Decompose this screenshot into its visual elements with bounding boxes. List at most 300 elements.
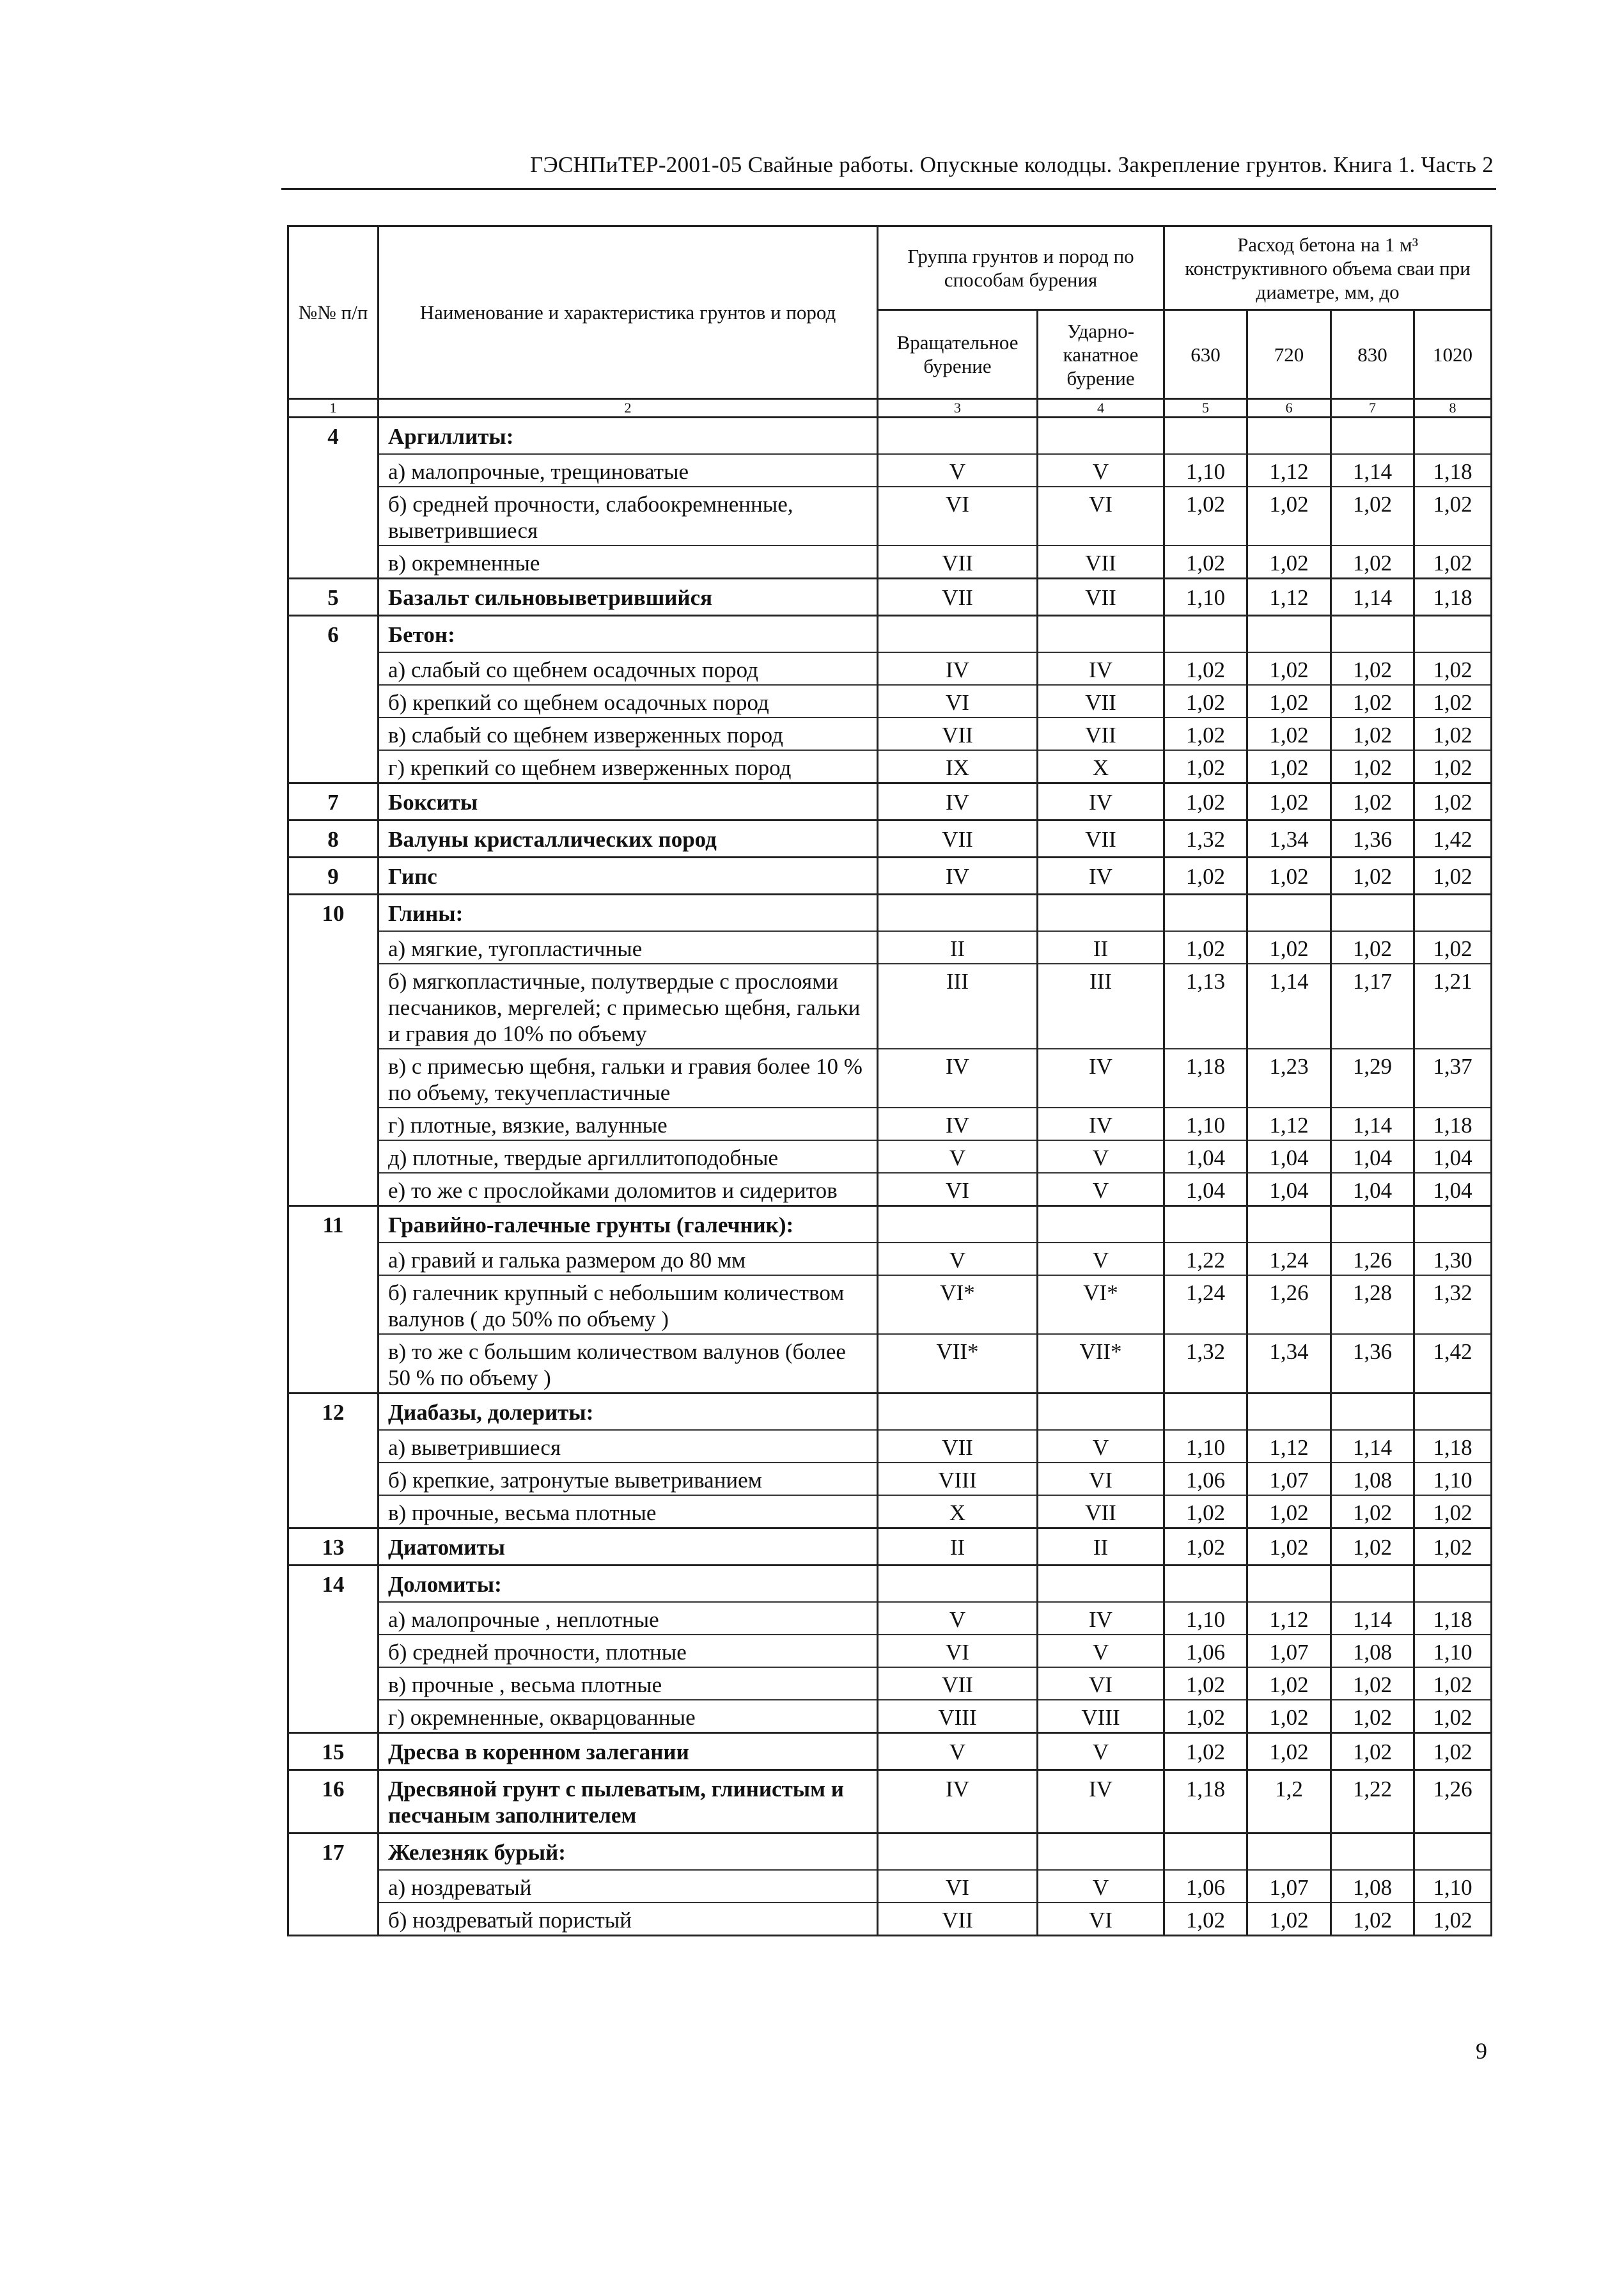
value-1020: 1,18 (1414, 1602, 1492, 1635)
row-number (288, 1108, 379, 1140)
soil-name: Доломиты: (379, 1566, 878, 1603)
value-1020: 1,02 (1414, 931, 1492, 964)
table-row (288, 487, 1492, 546)
row-number: 12 (288, 1394, 379, 1431)
row-number (288, 1602, 379, 1635)
value-630: 1,10 (1164, 579, 1247, 616)
value-720: 1,12 (1247, 1430, 1331, 1463)
row-number: 15 (288, 1733, 379, 1770)
header-num: №№ п/п (288, 226, 379, 399)
value-720: 1,24 (1247, 1243, 1331, 1275)
group-rotary (878, 1566, 1038, 1603)
group-percussion: VI (1038, 1903, 1164, 1936)
group-rotary: IV (878, 783, 1038, 820)
value-830: 1,02 (1331, 1495, 1414, 1528)
row-number (288, 1667, 379, 1700)
row-number (288, 454, 379, 487)
row-number: 5 (288, 579, 379, 616)
group-percussion (1038, 1394, 1164, 1431)
value-1020: 1,18 (1414, 454, 1492, 487)
value-1020: 1,10 (1414, 1870, 1492, 1903)
table-row-group (288, 1566, 1492, 1603)
group-rotary: VI (878, 685, 1038, 718)
value-1020: 1,02 (1414, 718, 1492, 750)
group-percussion: X (1038, 750, 1164, 783)
value-720: 1,34 (1247, 1334, 1331, 1394)
row-number (288, 718, 379, 750)
soil-name: Дресвяной грунт с пылеватым, глинистым и песчаным заполнителем (379, 1770, 878, 1833)
value-630 (1164, 616, 1247, 653)
value-630: 1,02 (1164, 546, 1247, 579)
group-percussion: V (1038, 1635, 1164, 1667)
value-720 (1247, 1566, 1331, 1603)
soil-name: Базальт сильновыветрившийся (379, 579, 878, 616)
row-number: 7 (288, 783, 379, 820)
value-1020: 1,18 (1414, 1108, 1492, 1140)
column-index-row (288, 399, 1492, 418)
group-rotary: V (878, 1602, 1038, 1635)
value-630: 1,22 (1164, 1243, 1247, 1275)
table-row (288, 1275, 1492, 1334)
column-index: 8 (1414, 399, 1492, 418)
group-percussion: IV (1038, 652, 1164, 685)
group-rotary: VI (878, 487, 1038, 546)
table-body (288, 418, 1492, 1936)
value-720: 1,12 (1247, 454, 1331, 487)
row-number (288, 1140, 379, 1173)
soil-name: а) выветрившиеся (379, 1430, 878, 1463)
table-row-group (288, 1733, 1492, 1770)
value-720: 1,07 (1247, 1635, 1331, 1667)
value-630: 1,02 (1164, 1667, 1247, 1700)
value-1020: 1,02 (1414, 783, 1492, 820)
group-rotary: VII* (878, 1334, 1038, 1394)
value-1020: 1,02 (1414, 1733, 1492, 1770)
soil-name: Валуны кристаллических пород (379, 820, 878, 858)
soil-name: Аргиллиты: (379, 418, 878, 455)
group-rotary: IV (878, 1108, 1038, 1140)
group-percussion: VII (1038, 820, 1164, 858)
value-830: 1,17 (1331, 964, 1414, 1049)
value-720 (1247, 616, 1331, 653)
row-number: 6 (288, 616, 379, 653)
group-percussion: VII* (1038, 1334, 1164, 1394)
value-830: 1,02 (1331, 1733, 1414, 1770)
value-830: 1,04 (1331, 1173, 1414, 1206)
group-rotary: VI* (878, 1275, 1038, 1334)
table-row (288, 1667, 1492, 1700)
soil-name: б) крепкий со щебнем осадочных пород (379, 685, 878, 718)
soil-name: Глины: (379, 895, 878, 932)
group-rotary: VII (878, 1430, 1038, 1463)
group-percussion: IV (1038, 1770, 1164, 1833)
soil-name: Бокситы (379, 783, 878, 820)
value-830 (1331, 1206, 1414, 1243)
group-percussion: II (1038, 1528, 1164, 1566)
value-720: 1,02 (1247, 858, 1331, 895)
soil-name: г) окремненные, окварцованные (379, 1700, 878, 1733)
value-630: 1,18 (1164, 1049, 1247, 1108)
value-830: 1,26 (1331, 1243, 1414, 1275)
value-720: 1,02 (1247, 487, 1331, 546)
header-consumption: Расход бетона на 1 м³ конструктивного объема сваи при диаметре, мм, до (1164, 226, 1492, 310)
value-830: 1,02 (1331, 1700, 1414, 1733)
row-number: 4 (288, 418, 379, 455)
row-number (288, 487, 379, 546)
value-630: 1,02 (1164, 931, 1247, 964)
soil-name: а) ноздреватый (379, 1870, 878, 1903)
group-percussion: VI (1038, 487, 1164, 546)
header-percussion: Ударно-канатное бурение (1038, 310, 1164, 399)
soil-name: а) мягкие, тугопластичные (379, 931, 878, 964)
value-830: 1,36 (1331, 1334, 1414, 1394)
group-rotary: IX (878, 750, 1038, 783)
soil-name: в) окремненные (379, 546, 878, 579)
row-number (288, 546, 379, 579)
row-number (288, 1049, 379, 1108)
value-630: 1,02 (1164, 1733, 1247, 1770)
table-row (288, 1108, 1492, 1140)
table-row (288, 685, 1492, 718)
group-rotary: II (878, 931, 1038, 964)
value-830 (1331, 895, 1414, 932)
table-row (288, 931, 1492, 964)
value-830: 1,02 (1331, 1528, 1414, 1566)
group-rotary: VII (878, 820, 1038, 858)
value-630 (1164, 418, 1247, 455)
value-720: 1,12 (1247, 1602, 1331, 1635)
value-630: 1,10 (1164, 1108, 1247, 1140)
value-720: 1,12 (1247, 579, 1331, 616)
row-number (288, 931, 379, 964)
concrete-consumption-table (287, 225, 1492, 1936)
value-630: 1,02 (1164, 750, 1247, 783)
value-1020: 1,02 (1414, 546, 1492, 579)
value-720: 1,04 (1247, 1140, 1331, 1173)
value-830: 1,02 (1331, 652, 1414, 685)
value-630: 1,02 (1164, 1903, 1247, 1936)
table-row (288, 1635, 1492, 1667)
table-row-group (288, 1770, 1492, 1833)
table-row (288, 652, 1492, 685)
value-1020: 1,02 (1414, 1903, 1492, 1936)
table-row-group (288, 895, 1492, 932)
row-number (288, 964, 379, 1049)
group-percussion: IV (1038, 1108, 1164, 1140)
soil-name: а) малопрочные , неплотные (379, 1602, 878, 1635)
table-row (288, 718, 1492, 750)
row-number (288, 1275, 379, 1334)
value-630: 1,13 (1164, 964, 1247, 1049)
value-1020: 1,10 (1414, 1635, 1492, 1667)
table-row-group (288, 820, 1492, 858)
group-percussion: V (1038, 1733, 1164, 1770)
table-row (288, 1495, 1492, 1528)
group-percussion (1038, 1206, 1164, 1243)
header-group: Группа грунтов и пород по способам бурения (878, 226, 1164, 310)
group-percussion: V (1038, 1173, 1164, 1206)
group-rotary (878, 616, 1038, 653)
group-percussion: IV (1038, 1049, 1164, 1108)
group-percussion: V (1038, 1140, 1164, 1173)
soil-name: а) слабый со щебнем осадочных пород (379, 652, 878, 685)
row-number: 10 (288, 895, 379, 932)
row-number: 17 (288, 1833, 379, 1871)
value-1020: 1,26 (1414, 1770, 1492, 1833)
value-1020: 1,04 (1414, 1140, 1492, 1173)
group-rotary: VI (878, 1173, 1038, 1206)
table-row (288, 1870, 1492, 1903)
soil-name: Бетон: (379, 616, 878, 653)
row-number: 8 (288, 820, 379, 858)
group-rotary: VII (878, 718, 1038, 750)
value-630: 1,32 (1164, 1334, 1247, 1394)
row-number: 16 (288, 1770, 379, 1833)
page-header (281, 152, 1496, 190)
group-percussion: IV (1038, 783, 1164, 820)
value-720: 1,12 (1247, 1108, 1331, 1140)
value-630: 1,04 (1164, 1173, 1247, 1206)
value-720: 1,04 (1247, 1173, 1331, 1206)
group-percussion (1038, 1566, 1164, 1603)
soil-name: в) то же с большим количеством валунов (более 50 % по объему ) (379, 1334, 878, 1394)
value-720: 1,02 (1247, 1528, 1331, 1566)
value-630: 1,18 (1164, 1770, 1247, 1833)
soil-name: в) с примесью щебня, гальки и гравия более 10 % по объему, текучепластичные (379, 1049, 878, 1108)
value-630: 1,10 (1164, 454, 1247, 487)
value-1020 (1414, 616, 1492, 653)
value-630: 1,32 (1164, 820, 1247, 858)
table-row (288, 750, 1492, 783)
value-830: 1,29 (1331, 1049, 1414, 1108)
table-row-group (288, 418, 1492, 455)
value-830: 1,02 (1331, 750, 1414, 783)
header-d1020: 1020 (1414, 310, 1492, 399)
table-row-group (288, 1206, 1492, 1243)
value-1020 (1414, 1566, 1492, 1603)
group-rotary: V (878, 454, 1038, 487)
column-index: 2 (379, 399, 878, 418)
group-rotary: V (878, 1733, 1038, 1770)
value-720: 1,02 (1247, 1667, 1331, 1700)
value-1020 (1414, 1833, 1492, 1871)
soil-name: в) прочные , весьма плотные (379, 1667, 878, 1700)
table-row-group (288, 1394, 1492, 1431)
value-720 (1247, 1833, 1331, 1871)
group-percussion: IV (1038, 858, 1164, 895)
group-percussion: VII (1038, 685, 1164, 718)
group-percussion (1038, 616, 1164, 653)
group-rotary: VIII (878, 1700, 1038, 1733)
value-720: 1,23 (1247, 1049, 1331, 1108)
row-number: 11 (288, 1206, 379, 1243)
value-830: 1,02 (1331, 718, 1414, 750)
value-830 (1331, 616, 1414, 653)
column-index: 4 (1038, 399, 1164, 418)
value-720: 1,02 (1247, 1700, 1331, 1733)
soil-name: е) то же с прослойками доломитов и сидеритов (379, 1173, 878, 1206)
group-rotary: IV (878, 1049, 1038, 1108)
group-rotary: VI (878, 1870, 1038, 1903)
group-percussion: IV (1038, 1602, 1164, 1635)
group-rotary: VII (878, 1667, 1038, 1700)
group-rotary (878, 1394, 1038, 1431)
value-830: 1,14 (1331, 1602, 1414, 1635)
value-1020 (1414, 895, 1492, 932)
value-630: 1,24 (1164, 1275, 1247, 1334)
value-830: 1,36 (1331, 820, 1414, 858)
value-830: 1,02 (1331, 931, 1414, 964)
table-row (288, 546, 1492, 579)
value-720: 1,02 (1247, 931, 1331, 964)
soil-name: Гипс (379, 858, 878, 895)
value-630: 1,04 (1164, 1140, 1247, 1173)
value-830: 1,02 (1331, 783, 1414, 820)
value-1020: 1,02 (1414, 750, 1492, 783)
value-720: 1,26 (1247, 1275, 1331, 1334)
value-720: 1,02 (1247, 546, 1331, 579)
value-830 (1331, 1394, 1414, 1431)
row-number: 14 (288, 1566, 379, 1603)
soil-name: Железняк бурый: (379, 1833, 878, 1871)
value-1020: 1,18 (1414, 579, 1492, 616)
group-rotary: VII (878, 546, 1038, 579)
soil-name: б) средней прочности, плотные (379, 1635, 878, 1667)
value-830: 1,14 (1331, 454, 1414, 487)
header-d720: 720 (1247, 310, 1331, 399)
value-830: 1,02 (1331, 1903, 1414, 1936)
value-630 (1164, 1206, 1247, 1243)
value-1020: 1,02 (1414, 1495, 1492, 1528)
row-number (288, 1903, 379, 1936)
soil-name: а) малопрочные, трещиноватые (379, 454, 878, 487)
group-rotary: III (878, 964, 1038, 1049)
group-rotary (878, 1833, 1038, 1871)
value-630: 1,02 (1164, 1700, 1247, 1733)
group-percussion: VI (1038, 1463, 1164, 1495)
table-row (288, 1903, 1492, 1936)
group-rotary: IV (878, 858, 1038, 895)
value-830: 1,28 (1331, 1275, 1414, 1334)
row-number (288, 750, 379, 783)
value-1020: 1,02 (1414, 1667, 1492, 1700)
column-index: 1 (288, 399, 379, 418)
row-number (288, 1635, 379, 1667)
group-rotary: IV (878, 652, 1038, 685)
row-number (288, 685, 379, 718)
value-720: 1,07 (1247, 1463, 1331, 1495)
value-1020: 1,30 (1414, 1243, 1492, 1275)
value-1020 (1414, 418, 1492, 455)
value-720: 1,02 (1247, 652, 1331, 685)
column-index: 5 (1164, 399, 1247, 418)
value-1020: 1,32 (1414, 1275, 1492, 1334)
value-720 (1247, 418, 1331, 455)
table-row-group (288, 616, 1492, 653)
group-percussion: III (1038, 964, 1164, 1049)
value-830: 1,02 (1331, 1667, 1414, 1700)
value-830: 1,22 (1331, 1770, 1414, 1833)
row-number (288, 1870, 379, 1903)
row-number: 9 (288, 858, 379, 895)
value-720: 1,02 (1247, 718, 1331, 750)
value-720: 1,02 (1247, 1733, 1331, 1770)
row-number (288, 1243, 379, 1275)
group-percussion: V (1038, 1430, 1164, 1463)
value-1020: 1,21 (1414, 964, 1492, 1049)
group-percussion (1038, 895, 1164, 932)
group-percussion: VII (1038, 579, 1164, 616)
value-630: 1,02 (1164, 487, 1247, 546)
value-630: 1,02 (1164, 783, 1247, 820)
soil-name: Гравийно-галечные грунты (галечник): (379, 1206, 878, 1243)
value-720: 1,07 (1247, 1870, 1331, 1903)
column-index: 3 (878, 399, 1038, 418)
value-630: 1,06 (1164, 1463, 1247, 1495)
soil-name: Диабазы, долериты: (379, 1394, 878, 1431)
value-830: 1,08 (1331, 1870, 1414, 1903)
group-percussion: V (1038, 1870, 1164, 1903)
table-row (288, 1430, 1492, 1463)
value-1020: 1,04 (1414, 1173, 1492, 1206)
value-1020: 1,02 (1414, 858, 1492, 895)
row-number (288, 652, 379, 685)
value-630: 1,02 (1164, 1495, 1247, 1528)
soil-name: б) средней прочности, слабоокремненные, выветрившиеся (379, 487, 878, 546)
soil-name: б) мягкопластичные, полутвердые с прослоями песчаников, мергелей; с примесью щебня, гальки и гравия до 10% по объему (379, 964, 878, 1049)
group-rotary: VIII (878, 1463, 1038, 1495)
value-1020: 1,02 (1414, 685, 1492, 718)
group-rotary: V (878, 1243, 1038, 1275)
soil-name: г) крепкий со щебнем изверженных пород (379, 750, 878, 783)
value-720: 1,02 (1247, 1903, 1331, 1936)
table-row (288, 1173, 1492, 1206)
table-row-group (288, 579, 1492, 616)
table-header (288, 226, 1492, 418)
group-rotary: VII (878, 1903, 1038, 1936)
value-630 (1164, 1833, 1247, 1871)
value-630: 1,06 (1164, 1635, 1247, 1667)
soil-name: а) гравий и галька размером до 80 мм (379, 1243, 878, 1275)
value-720 (1247, 1394, 1331, 1431)
group-percussion: VI* (1038, 1275, 1164, 1334)
group-rotary: II (878, 1528, 1038, 1566)
value-1020: 1,18 (1414, 1430, 1492, 1463)
table-row-group (288, 858, 1492, 895)
table-row (288, 964, 1492, 1049)
group-percussion: V (1038, 454, 1164, 487)
value-720 (1247, 895, 1331, 932)
value-830 (1331, 1566, 1414, 1603)
soil-name: в) прочные, весьма плотные (379, 1495, 878, 1528)
value-630 (1164, 895, 1247, 932)
row-number (288, 1173, 379, 1206)
value-830: 1,14 (1331, 579, 1414, 616)
group-rotary: VII (878, 579, 1038, 616)
group-percussion: VII (1038, 718, 1164, 750)
soil-name: б) ноздреватый пористый (379, 1903, 878, 1936)
column-index: 7 (1331, 399, 1414, 418)
group-rotary (878, 1206, 1038, 1243)
header-title: ГЭСНПиТЕР-2001-05 Свайные работы. Опускные колодцы. Закрепление грунтов. Книга 1. Часть 2 (529, 152, 1494, 177)
group-rotary: X (878, 1495, 1038, 1528)
value-1020: 1,02 (1414, 652, 1492, 685)
group-rotary: IV (878, 1770, 1038, 1833)
group-percussion: II (1038, 931, 1164, 964)
value-630: 1,10 (1164, 1602, 1247, 1635)
value-630 (1164, 1394, 1247, 1431)
row-number: 13 (288, 1528, 379, 1566)
